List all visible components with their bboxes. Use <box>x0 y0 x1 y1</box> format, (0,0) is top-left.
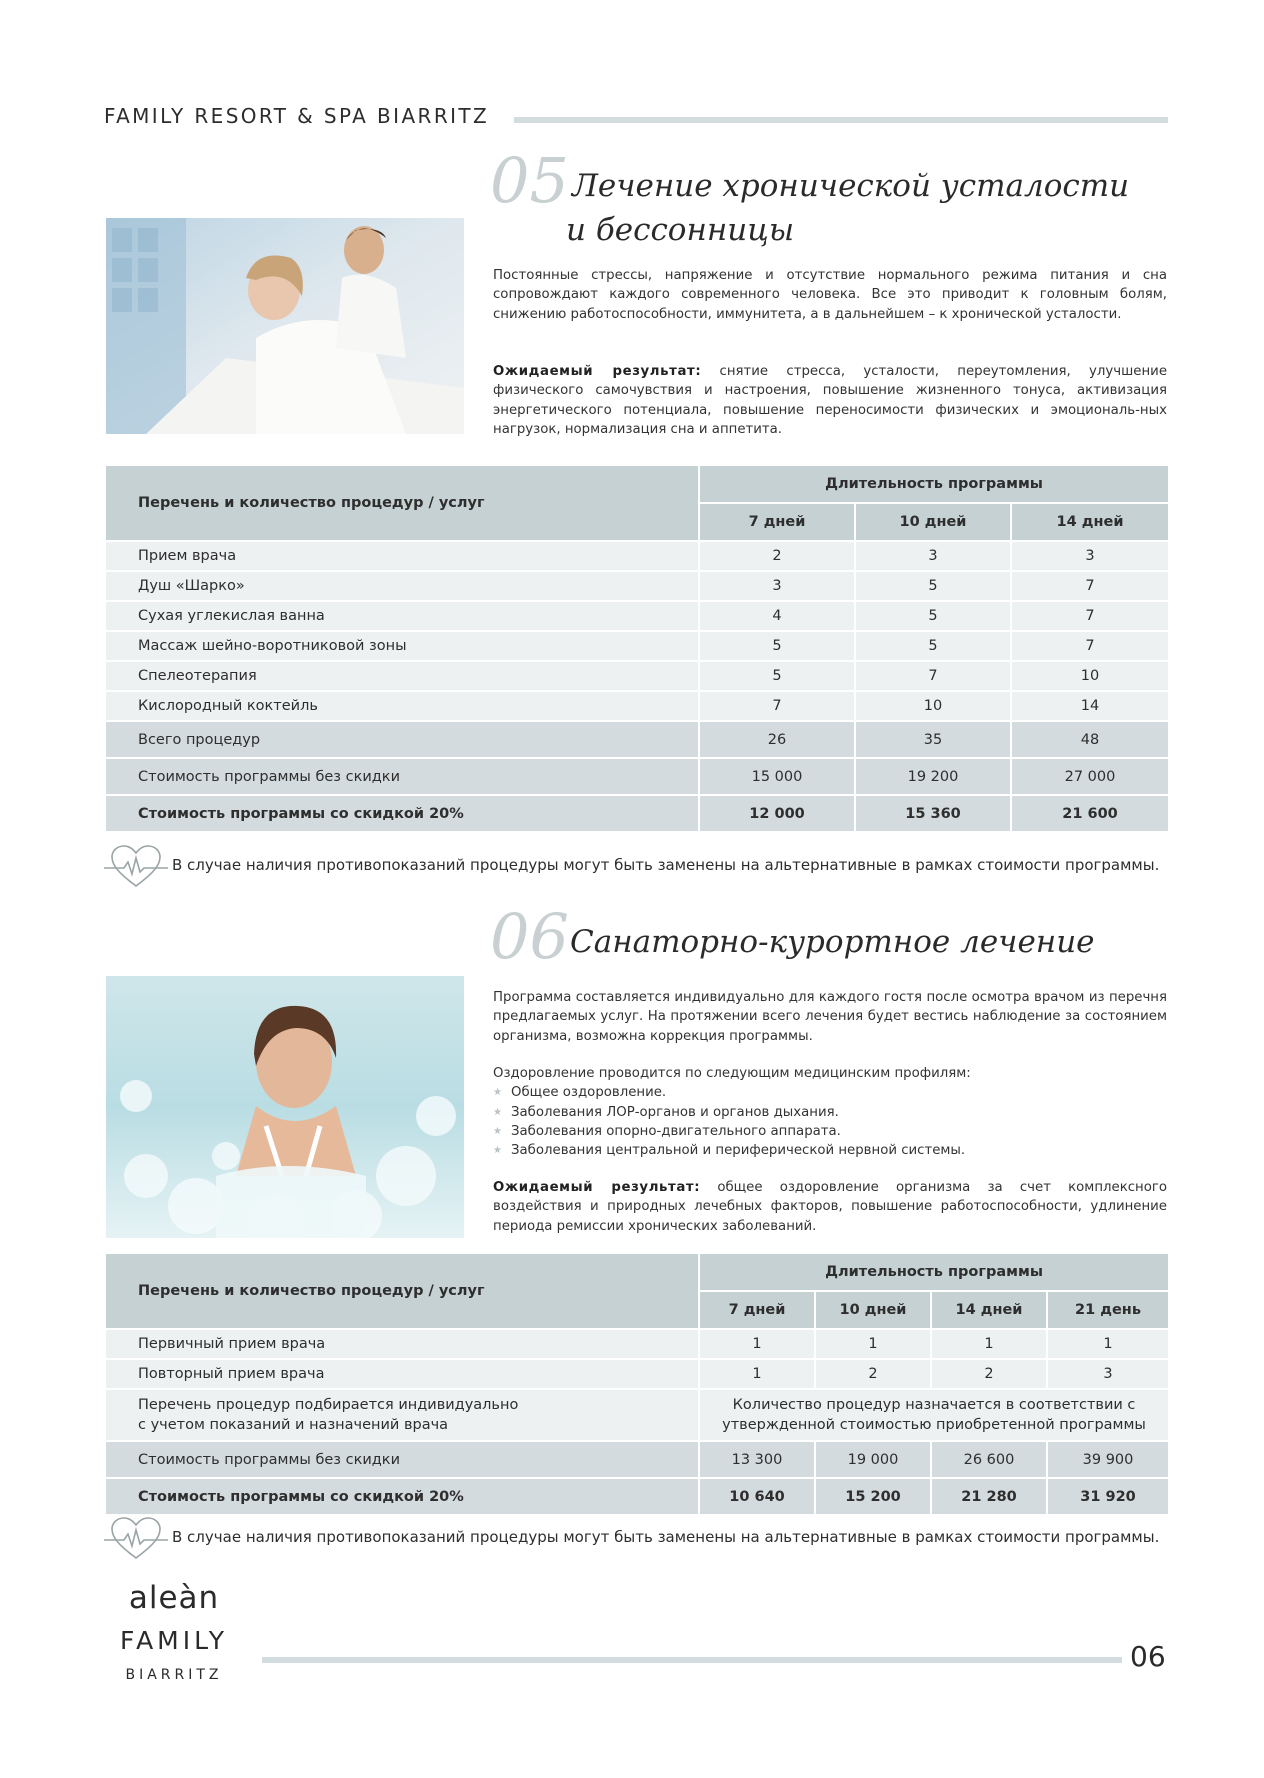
list-item: ★ Общее оздоровление. <box>493 1083 1167 1102</box>
price-row <box>105 758 1169 795</box>
row-value: 1 <box>699 1359 815 1389</box>
row-value: 15 200 <box>815 1478 931 1515</box>
total-row <box>105 721 1169 758</box>
row-name: Стоимость программы без скидки <box>105 758 699 795</box>
section-number: 06 <box>490 900 569 973</box>
row-value: 10 <box>1011 661 1169 691</box>
row-value: 7 <box>855 661 1011 691</box>
row-value: 2 <box>931 1359 1047 1389</box>
row-value: 15 360 <box>855 795 1011 832</box>
row-value: 21 280 <box>931 1478 1047 1515</box>
row-name: Спелеотерапия <box>105 661 699 691</box>
row-value: 10 <box>855 691 1011 721</box>
section-title <box>570 920 1095 964</box>
row-name: Сухая углекислая ванна <box>105 601 699 631</box>
row-value: 2 <box>815 1359 931 1389</box>
row-value: 26 <box>699 721 855 758</box>
price-row <box>105 1441 1169 1478</box>
table-row <box>105 661 1169 691</box>
section-title-line: и бессонницы <box>566 212 795 248</box>
row-value: 12 000 <box>699 795 855 832</box>
row-name <box>105 1389 699 1441</box>
table-row <box>105 1389 1169 1441</box>
program-table <box>104 464 1170 833</box>
page-number: 06 <box>1130 1640 1166 1673</box>
section-intro: Постоянные стрессы, напряжение и отсутствие нормального режима питания и сна сопровождают каждого современного человека. Все это приводит к головным болям, снижению работоспособности, иммунитета, а в дальнейшем – к хронической усталости. <box>493 268 1167 322</box>
duration-header: Длительность программы <box>699 465 1169 503</box>
table-row <box>105 1329 1169 1359</box>
row-value: 10 640 <box>699 1478 815 1515</box>
table-row <box>105 691 1169 721</box>
header-rule <box>514 117 1168 123</box>
row-value: 1 <box>699 1329 815 1359</box>
row-value: 5 <box>855 631 1011 661</box>
expected-result <box>493 1178 1167 1236</box>
result-text: общее оздоровление организма за счет комплексного воздействия и природных лечебных факторов, повышение работоспособности, удлинение периода ремиссии хронических заболеваний. <box>493 1180 1168 1234</box>
section-title-line: Санаторно-курортное лечение <box>570 924 1095 960</box>
section-title-line: Лечение хронической усталости <box>572 168 1130 204</box>
duration-10: 10 дней <box>855 503 1011 541</box>
row-name: Первичный прием врача <box>105 1329 699 1359</box>
expected-result <box>493 362 1167 439</box>
row-name: Кислородный коктейль <box>105 691 699 721</box>
row-name: Повторный прием врача <box>105 1359 699 1389</box>
note <box>104 844 1168 890</box>
table-row <box>105 601 1169 631</box>
table-row <box>105 631 1169 661</box>
result-label: Ожидаемый результат: <box>493 364 702 379</box>
row-name: Стоимость программы со скидкой 20% <box>105 795 699 832</box>
photo-woman-jacuzzi <box>106 976 464 1238</box>
duration-7: 7 дней <box>699 1291 815 1329</box>
merged-value-line: Количество процедур назначается в соответствии с <box>732 1397 1136 1413</box>
discount-price-row <box>105 1478 1169 1515</box>
row-value: 3 <box>855 541 1011 571</box>
heart-pulse-icon <box>104 844 168 890</box>
note <box>104 1516 1168 1562</box>
row-value: 1 <box>815 1329 931 1359</box>
row-value: 3 <box>1011 541 1169 571</box>
duration-14: 14 дней <box>931 1291 1047 1329</box>
row-value: 2 <box>699 541 855 571</box>
note-text: В случае наличия противопоказаний процедуры могут быть заменены на альтернативные в рамках стоимости программы. <box>172 856 1160 874</box>
row-value: 7 <box>1011 601 1169 631</box>
section-number: 05 <box>490 144 569 217</box>
profiles-intro: Оздоровление проводится по следующим медицинским профилям: <box>493 1066 971 1081</box>
row-value: 5 <box>855 571 1011 601</box>
table-row <box>105 541 1169 571</box>
duration-14: 14 дней <box>1011 503 1169 541</box>
row-value: 39 900 <box>1047 1441 1169 1478</box>
list-item: ★ Заболевания ЛОР-органов и органов дыхания. <box>493 1103 1167 1122</box>
row-value: 5 <box>699 661 855 691</box>
program-table <box>104 1252 1170 1516</box>
row-value: 35 <box>855 721 1011 758</box>
duration-10: 10 дней <box>815 1291 931 1329</box>
row-value: 7 <box>699 691 855 721</box>
result-text: снятие стресса, усталости, переутомления, улучшение физического самочувствия и настроения, повышение жизненного тонуса, активизация энергетического потенциала, повышение переносимости физических и эмоциональ-ных нагрузок, нормализация сна и аппетита. <box>493 364 1167 437</box>
row-value: 5 <box>699 631 855 661</box>
duration-21: 21 день <box>1047 1291 1169 1329</box>
row-value: 5 <box>855 601 1011 631</box>
profiles-block <box>493 1064 1167 1160</box>
row-value: 7 <box>1011 571 1169 601</box>
row-value: 19 200 <box>855 758 1011 795</box>
row-name: Стоимость программы без скидки <box>105 1441 699 1478</box>
list-item: ★ Заболевания центральной и периферической нервной системы. <box>493 1141 1167 1160</box>
row-value: 3 <box>699 571 855 601</box>
row-value: 1 <box>931 1329 1047 1359</box>
table-col-header: Перечень и количество процедур / услуг <box>105 465 699 541</box>
footer-rule <box>262 1657 1122 1663</box>
note-text: В случае наличия противопоказаний процедуры могут быть заменены на альтернативные в рамках стоимости программы. <box>172 1528 1160 1546</box>
row-value: 15 000 <box>699 758 855 795</box>
row-name: Прием врача <box>105 541 699 571</box>
page-header <box>104 104 1168 134</box>
logo-location: BIARRITZ <box>125 1667 223 1683</box>
logo-family: FAMILY <box>119 1626 228 1655</box>
section-intro: Программа составляется индивидуально для каждого гостя после осмотра врачом из перечня предлагаемых услуг. На протяжении всего лечения будет вестись наблюдение за состоянием организма, возможна коррекция программы. <box>493 990 1167 1044</box>
duration-7: 7 дней <box>699 503 855 541</box>
merged-value-line: утвержденной стоимостью приобретенной программы <box>722 1417 1146 1433</box>
table-row <box>105 1359 1169 1389</box>
table-row <box>105 571 1169 601</box>
profiles-list <box>493 1083 1167 1160</box>
discount-price-row <box>105 795 1169 832</box>
row-name-line: Перечень процедур подбирается индивидуально <box>138 1397 519 1413</box>
row-value: 31 920 <box>1047 1478 1169 1515</box>
row-name-line: с учетом показаний и назначений врача <box>138 1417 449 1433</box>
table-col-header: Перечень и количество процедур / услуг <box>105 1253 699 1329</box>
row-value: 21 600 <box>1011 795 1169 832</box>
logo-wordmark: aleàn <box>128 1580 220 1616</box>
row-name: Стоимость программы со скидкой 20% <box>105 1478 699 1515</box>
row-value: 4 <box>699 601 855 631</box>
brand-logo <box>104 1580 244 1690</box>
photo-relaxing-couple <box>106 218 464 434</box>
row-value: 48 <box>1011 721 1169 758</box>
result-label: Ожидаемый результат: <box>493 1180 701 1195</box>
row-value: 7 <box>1011 631 1169 661</box>
row-value: 3 <box>1047 1359 1169 1389</box>
row-value: 19 000 <box>815 1441 931 1478</box>
header-title: FAMILY RESORT & SPA BIARRITZ <box>104 104 490 128</box>
row-value: 13 300 <box>699 1441 815 1478</box>
section-title <box>566 164 1130 252</box>
row-name: Душ «Шарко» <box>105 571 699 601</box>
row-value: 26 600 <box>931 1441 1047 1478</box>
row-name: Массаж шейно-воротниковой зоны <box>105 631 699 661</box>
row-value: 1 <box>1047 1329 1169 1359</box>
row-name: Всего процедур <box>105 721 699 758</box>
heart-pulse-icon <box>104 1516 168 1562</box>
list-item: ★ Заболевания опорно-двигательного аппарата. <box>493 1122 1167 1141</box>
duration-header: Длительность программы <box>699 1253 1169 1291</box>
row-value: 27 000 <box>1011 758 1169 795</box>
row-value: 14 <box>1011 691 1169 721</box>
row-merged-value <box>699 1389 1169 1441</box>
